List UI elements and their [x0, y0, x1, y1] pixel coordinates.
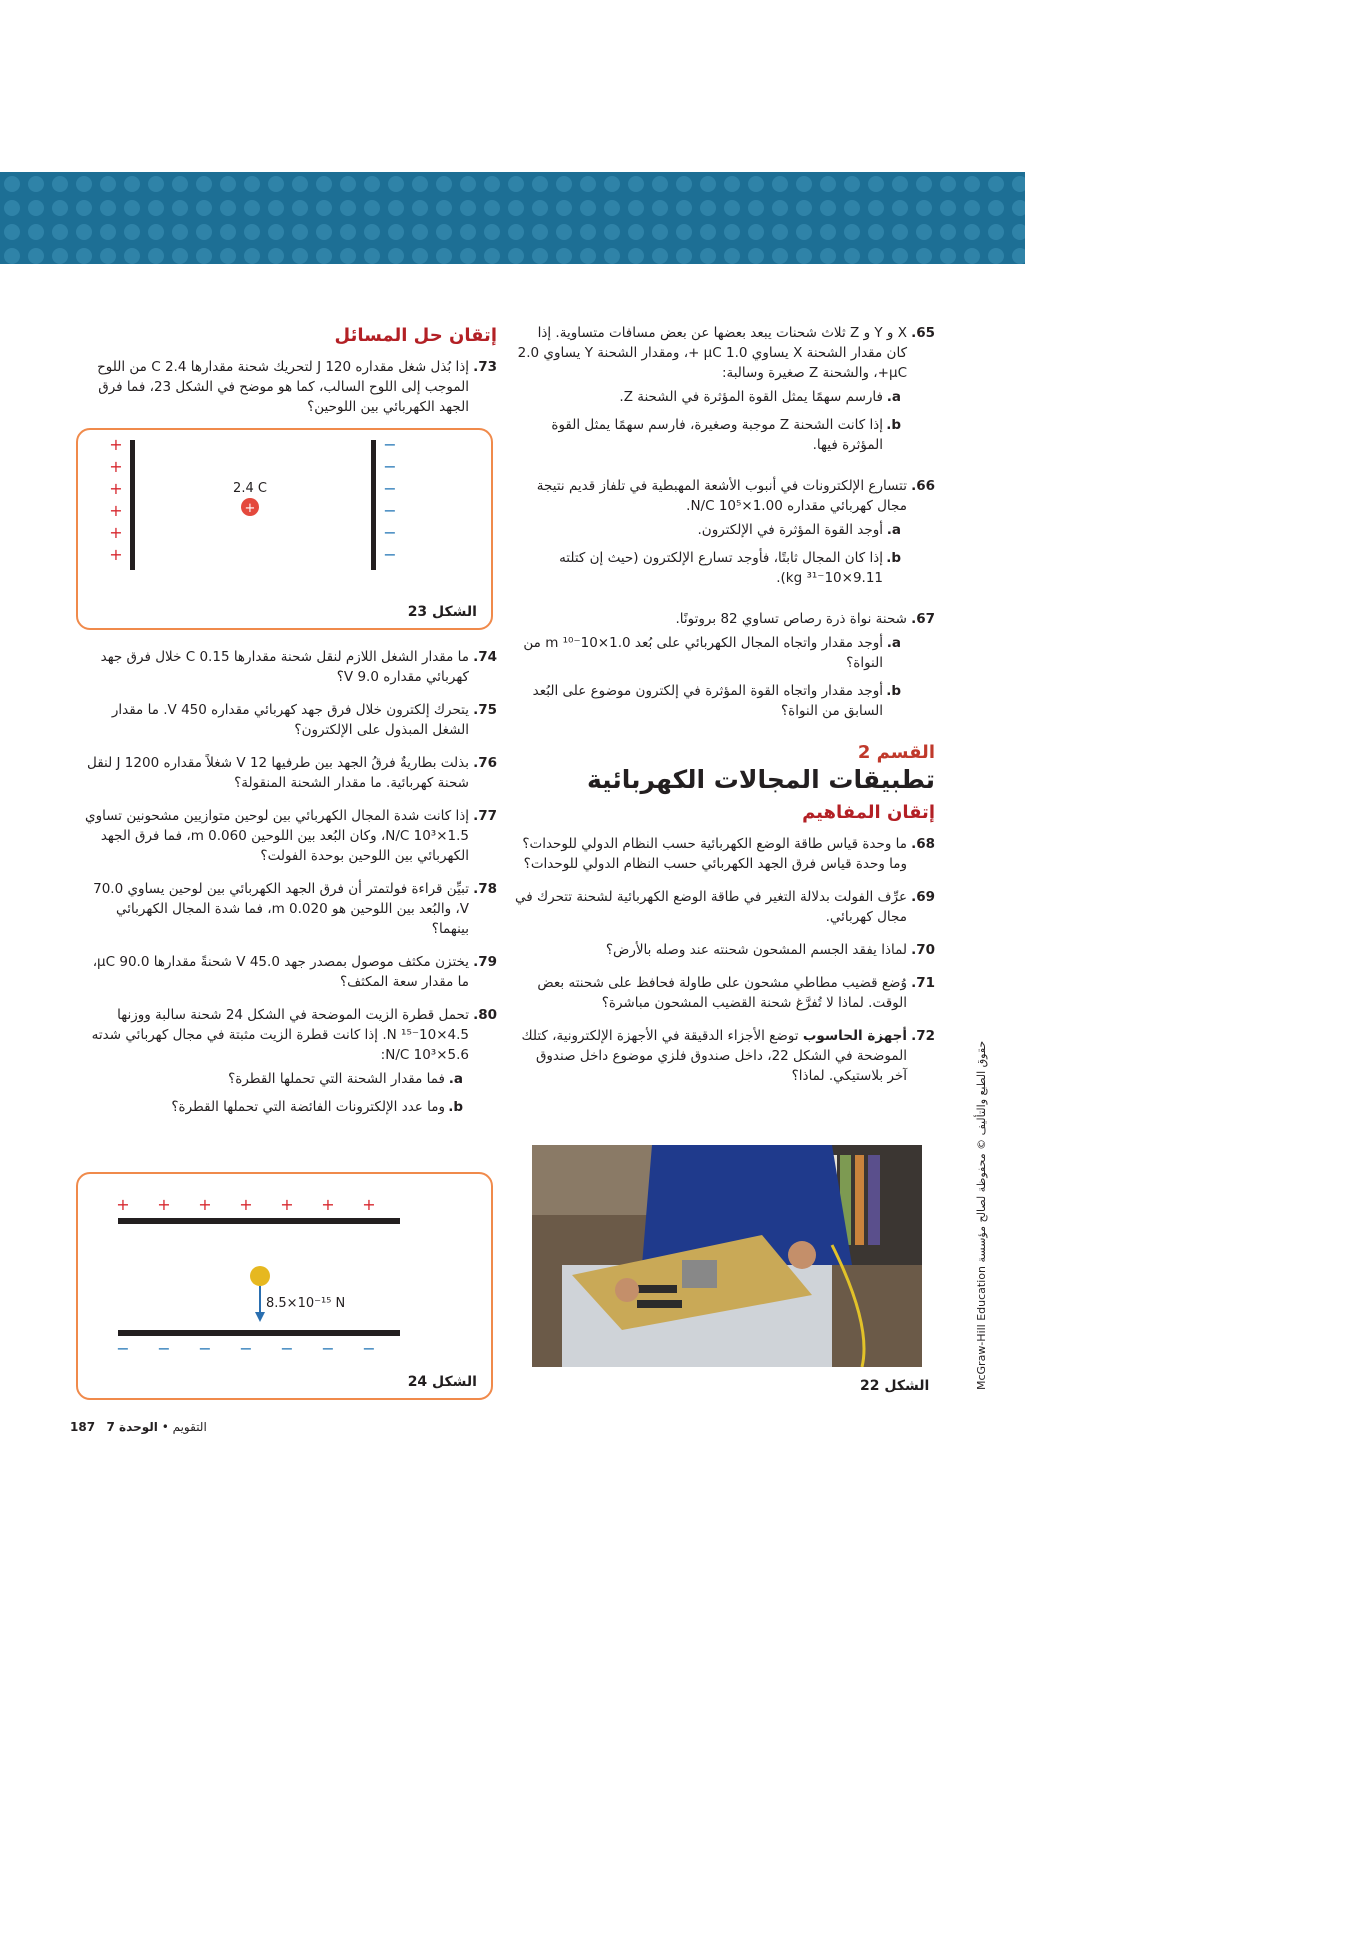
right-column [515, 323, 935, 1099]
negative-plate [371, 440, 376, 570]
figure-22-caption: الشكل 22 [860, 1378, 930, 1394]
minus-sign: − [383, 457, 397, 476]
question-75: 75. يتحرك إلكترون خلال فرق جهد كهربائي مقداره 450 V. ما مقدار الشغل المبذول على الإلكترون؟ [111, 702, 497, 738]
question-74: 74. ما مقدار الشغل اللازم لنقل شحنة مقدارها 0.15 C خلال فرق جهد كهربائي مقداره 9.0 V؟ [100, 649, 497, 685]
question-70: 70. لماذا يفقد الجسم المشحون شحنته عند وصله بالأرض؟ [605, 942, 935, 958]
oil-drop [250, 1266, 270, 1286]
force-label: 8.5×10⁻¹⁵ N [266, 1296, 346, 1311]
footer-unit: الوحدة 7 [106, 1420, 158, 1434]
plus-sign: + [280, 1195, 294, 1214]
plus-sign: + [116, 1195, 130, 1214]
minus-sign: − [116, 1339, 130, 1358]
minus-sign: − [239, 1339, 253, 1358]
plus-sign: + [109, 545, 123, 564]
problems-heading: إتقان حل المسائل [334, 325, 497, 346]
figure-24-caption: الشكل 24 [407, 1374, 477, 1390]
minus-sign: − [362, 1339, 376, 1358]
section-label: القسم 2 [857, 742, 935, 763]
dot-pattern [0, 172, 1025, 264]
header-banner [0, 172, 1025, 264]
plus-sign: + [362, 1195, 376, 1214]
minus-sign: − [280, 1339, 294, 1358]
plus-sign: + [109, 501, 123, 520]
question-68: 68. ما وحدة قياس طاقة الوضع الكهربائية حسب النظام الدولي للوحدات؟ وما وحدة قياس فرق الجهد الكهربائي حسب النظام الدولي للوحدات؟ [522, 836, 935, 872]
oil-drop-diagram [78, 1174, 491, 1398]
minus-sign: − [383, 523, 397, 542]
question-65: 65. X و Y و Z ثلاث شحنات يبعد بعضها عن بعض مسافات متساوية. إذا كان مقدار الشحنة X يساوي 1.0 μC +، ومقدار الشحنة Y يساوي 2.0 μC+، والشحنة Z صغيرة وسالبة: a. فارسم سهمًا يمثل القوة المؤثرة في الشحنة Z. b. إذا كانت الشحنة Z موجبة وصغيرة، فارسم سهمًا يمثل القوة المؤثرة فيها. [517, 325, 935, 453]
positive-plate [130, 440, 135, 570]
question-76: 76. بذلت بطاريةٌ فرقُ الجهد بين طرفيها 12 V شغلاً مقداره 1200 J لنقل شحنة كهربائية. ما مقدار الشحنة المنقولة؟ [86, 755, 497, 791]
arrowhead [255, 1312, 265, 1322]
footer-bullet: • [161, 1420, 169, 1434]
question-72: 72. أجهزة الحاسوب توضع الأجزاء الدقيقة في الأجهزة الإلكترونية، كتلك الموضحة في الشكل 22، داخل صندوق فلزي موضوع داخل صندوق آخر بلاستيكي. لماذا؟ [521, 1028, 935, 1084]
top-plate [118, 1218, 400, 1224]
question-69: 69. عرِّف الفولت بدلالة التغير في طاقة الوضع الكهربائية لشحنة تتحرك في مجال كهربائي. [515, 889, 935, 925]
question-66: 66. تتسارع الإلكترونات في أنبوب الأشعة المهبطية في تلفاز قديم نتيجة مجال كهربائي مقداره 1.00×10⁵ N/C. a. أوجد القوة المؤثرة في الإلكترون. b. إذا كان المجال ثابتًا، فأوجد تسارع الإلكترون (حيث إن كتلته 9.11×10⁻³¹ kg). [536, 478, 935, 586]
left-column-lower [85, 647, 497, 1138]
left-column [85, 323, 497, 430]
page-footer [70, 1420, 207, 1434]
charge-sign: + [244, 501, 256, 516]
question-67: 67. شحنة نواة ذرة رصاص تساوي 82 بروتونًا. a. أوجد مقدار واتجاه المجال الكهربائي على بُعد 1.0×10⁻¹⁰ m من النواة؟ b. أوجد مقدار واتجاه القوة المؤثرة في إلكترون موضوع على البُعد السابق من النواة؟ [523, 611, 935, 719]
plus-sign: + [239, 1195, 253, 1214]
plus-sign: + [109, 523, 123, 542]
plus-sign: + [198, 1195, 212, 1214]
footer-section: التقويم [172, 1420, 207, 1434]
question-73: 73. إذا بُذل شغل مقداره 120 J لتحريك شحنة مقدارها 2.4 C من اللوح الموجب إلى اللوح السالب، كما هو موضح في الشكل 23، فما فرق الجهد الكهربائي بين اللوحين؟ [97, 359, 497, 415]
plus-sign: + [109, 479, 123, 498]
question-79: 79. يختزن مكثف موصول بمصدر جهد 45.0 V شحنةً مقدارها 90.0 μC، ما مقدار سعة المكثف؟ [92, 954, 497, 990]
figure-23 [76, 428, 493, 630]
question-71: 71. وُضع قضيب مطاطي مشحون على طاولة فحافظ على شحنته بعض الوقت. لماذا لا تُفرَّغ شحنة القضيب المشحون مباشرة؟ [537, 975, 935, 1011]
plus-sign: + [321, 1195, 335, 1214]
plus-sign: + [109, 457, 123, 476]
minus-sign: − [383, 545, 397, 564]
question-77: 77. إذا كانت شدة المجال الكهربائي بين لوحين متوازيين مشحونين تساوي 1.5×10³ N/C، وكان البُعد بين اللوحين 0.060 m، فما فرق الجهد الكهربائي بين اللوحين بوحدة الفولت؟ [85, 808, 497, 864]
section-title: تطبيقات المجالات الكهربائية [587, 765, 935, 794]
plus-sign: + [109, 435, 123, 454]
figure-23-caption: الشكل 23 [407, 604, 477, 620]
minus-sign: − [198, 1339, 212, 1358]
concepts-heading: إتقان المفاهيم [802, 802, 935, 823]
plus-sign: + [157, 1195, 171, 1214]
charge-label: 2.4 C [233, 481, 267, 496]
minus-sign: − [157, 1339, 171, 1358]
page-number: 187 [70, 1420, 96, 1434]
computer-repair-illustration [532, 1145, 922, 1367]
minus-sign: − [383, 479, 397, 498]
bottom-plate [118, 1330, 400, 1336]
question-78: 78. تبيِّن قراءة فولتمتر أن فرق الجهد الكهربائي بين لوحين يساوي 70.0 V، والبُعد بين اللوحين هو 0.020 m، فما شدة المجال الكهربائي بينهما؟ [93, 881, 497, 937]
minus-sign: − [321, 1339, 335, 1358]
minus-sign: − [383, 435, 397, 454]
parallel-plates-diagram [78, 430, 491, 628]
figure-24 [76, 1172, 493, 1400]
computer-photo [532, 1145, 922, 1367]
question-80: 80. تحمل قطرة الزيت الموضحة في الشكل 24 شحنة سالبة ووزنها 4.5×10⁻¹⁵ N. إذا كانت قطرة الزيت مثبتة في مجال كهربائي شدته 5.6×10³ N/C: a. فما مقدار الشحنة التي تحملها القطرة؟ b. وما عدد الإلكترونات الفائضة التي تحملها القطرة؟ [91, 1007, 497, 1115]
minus-sign: − [383, 501, 397, 520]
